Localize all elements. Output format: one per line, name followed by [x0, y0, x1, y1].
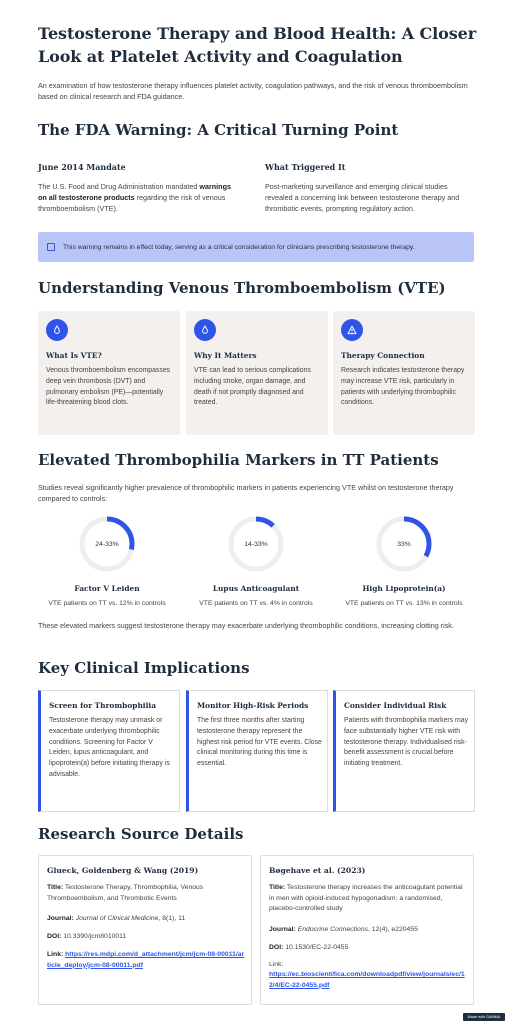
- card-title: What Is VTE?: [46, 351, 102, 360]
- note-icon: [47, 243, 55, 251]
- source-journal: Journal: Journal of Clinical Medicine, 8(1), 11: [47, 915, 186, 922]
- source-doi: DOI: 10.3390/jcm8010011: [47, 933, 127, 940]
- implication-monitor: [186, 690, 328, 812]
- source-title: Glueck, Goldenberg & Wang (2019): [47, 866, 199, 875]
- implications-heading: Key Clinical Implications: [38, 659, 250, 677]
- stat-sub: VTE patients on TT vs. 12% in controls: [48, 600, 166, 607]
- fda-heading: The FDA Warning: A Critical Turning Point: [38, 121, 399, 139]
- implication-title: Consider Individual Risk: [344, 701, 447, 710]
- fda-right-text: Post-marketing surveillance and emerging clinical studies revealed a concerning link between testosterone therapy and thrombotic events, prompting regulatory action.: [265, 182, 460, 213]
- source-title: Bøgehave et al. (2023): [269, 866, 366, 875]
- card-text: Venous thromboembolism encompasses deep vein thrombosis (DVT) and pulmonary embolism (PE)—potentially life-threatening blood clots.: [46, 367, 171, 407]
- markers-footer: These elevated markers suggest testosterone therapy may exacerbate underlying thrombophilic conditions, increasing clotting risk.: [38, 621, 454, 630]
- droplet-icon: [46, 319, 68, 341]
- donut-label: 24-33%: [95, 540, 119, 548]
- implication-individual: [333, 690, 475, 812]
- source-journal: Journal: Endocrine Connections, 12(4), e220455: [269, 926, 418, 933]
- stat-sub: VTE patients on TT vs. 13% in controls: [345, 600, 463, 607]
- droplet-icon: [194, 319, 216, 341]
- source-link-label: Link:: [269, 961, 284, 968]
- source-link[interactable]: https://ec.bioscientifica.com/downloadpdf/view/journals/ec/12/4/EC-22-0455.pdf: [269, 971, 465, 989]
- donut-lipoprotein: [376, 516, 432, 572]
- fda-right-title: What Triggered It: [265, 162, 346, 172]
- implication-text: The first three months after starting testosterone therapy represent the highest risk period for VTE events. Close clinical monitoring during this time is essential.: [197, 717, 322, 768]
- sources-heading: Research Source Details: [38, 825, 244, 843]
- card-text: VTE can lead to serious complications including stroke, organ damage, and death if not promptly diagnosed and treated.: [194, 367, 311, 407]
- implication-screen: [38, 690, 180, 812]
- vte-card-what-is: [38, 311, 180, 435]
- intro-text: An examination of how testosterone therapy influences platelet activity, coagulation pathways, and the risk of venous thromboembolism based on clinical research and FDA guidance.: [38, 81, 468, 101]
- fda-callout: [38, 232, 474, 262]
- donut-label: 14-33%: [244, 540, 268, 548]
- vte-heading: Understanding Venous Thromboembolism (VTE): [38, 279, 446, 297]
- source-paper-title: Title: Testosterone therapy increases the anticoagulant potential in men with opioid-induced hypogonadism: a randomised, placebo-controlled study: [269, 884, 463, 913]
- source-doi: DOI: 10.1530/EC-22-0455: [269, 944, 349, 951]
- stat-sub: VTE patients on TT vs. 4% in controls: [199, 600, 313, 607]
- source-paper-title: Title: Testosterone Therapy, Thrombophilia, Venous Thromboembolism, and Thrombotic Events: [47, 884, 204, 902]
- source-card-bogehave: [260, 855, 474, 1005]
- source-card-glueck: [38, 855, 252, 1005]
- implication-title: Monitor High-Risk Periods: [197, 701, 309, 710]
- markers-lead: Studies reveal significantly higher prevalence of thrombophilic markers in patients experiencing VTE whilst on testosterone therapy compared to controls:: [38, 483, 454, 503]
- stat-name: Lupus Anticoagulant: [212, 584, 300, 593]
- page-title: Testosterone Therapy and Blood Health: A Closer Look at Platelet Activity and Coagulation: [38, 24, 477, 66]
- donut-label: 33%: [397, 540, 411, 548]
- warning-icon: [341, 319, 363, 341]
- source-link-row: [269, 970, 467, 991]
- implication-text: Patients with thrombophilia markers may face substantially higher VTE risk with testosterone therapy. Individualised risk-benefit assessment is crucial before initiating treatment.: [344, 717, 469, 768]
- markers-heading: Elevated Thrombophilia Markers in TT Patients: [38, 451, 439, 469]
- source-link[interactable]: https://res.mdpi.com/d_attachment/jcm/jcm-08-00011/article_deploy/jcm-08-00011.pdf: [47, 951, 245, 969]
- vte-card-why-matters: [186, 311, 328, 435]
- stat-name: Factor V Leiden: [74, 584, 140, 593]
- made-with-badge[interactable]: Made with GAMMA: [463, 1013, 505, 1021]
- card-text: Research indicates testosterone therapy may increase VTE risk, particularly in patients with underlying thrombophilic conditions.: [341, 367, 465, 407]
- implication-text: Testosterone therapy may unmask or exacerbate underlying thrombophilic conditions. Screening for Factor V Leiden, lupus anticoagulant, and lipoprotein(a) before initiating therapy is advisable.: [49, 717, 170, 778]
- implication-title: Screen for Thrombophilia: [49, 701, 157, 710]
- donut-lupus: [228, 516, 284, 572]
- vte-card-therapy-connection: [333, 311, 475, 435]
- fda-left-text: The U.S. Food and Drug Administration mandated warnings on all testosterone products regarding the risk of venous thromboembolism (VTE).: [38, 182, 231, 213]
- source-link-row: Link: https://res.mdpi.com/d_attachment/jcm/jcm-08-00011/article_deploy/jcm-08-00011.pdf: [47, 951, 245, 969]
- card-title: Why It Matters: [194, 351, 257, 360]
- stat-name: High Lipoprotein(a): [362, 584, 446, 593]
- callout-text: This warning remains in effect today, serving as a critical consideration for clinicians prescribing testosterone therapy.: [63, 243, 415, 251]
- fda-left-title: June 2014 Mandate: [38, 162, 126, 172]
- donut-factor-v: [79, 516, 135, 572]
- card-title: Therapy Connection: [341, 351, 425, 360]
